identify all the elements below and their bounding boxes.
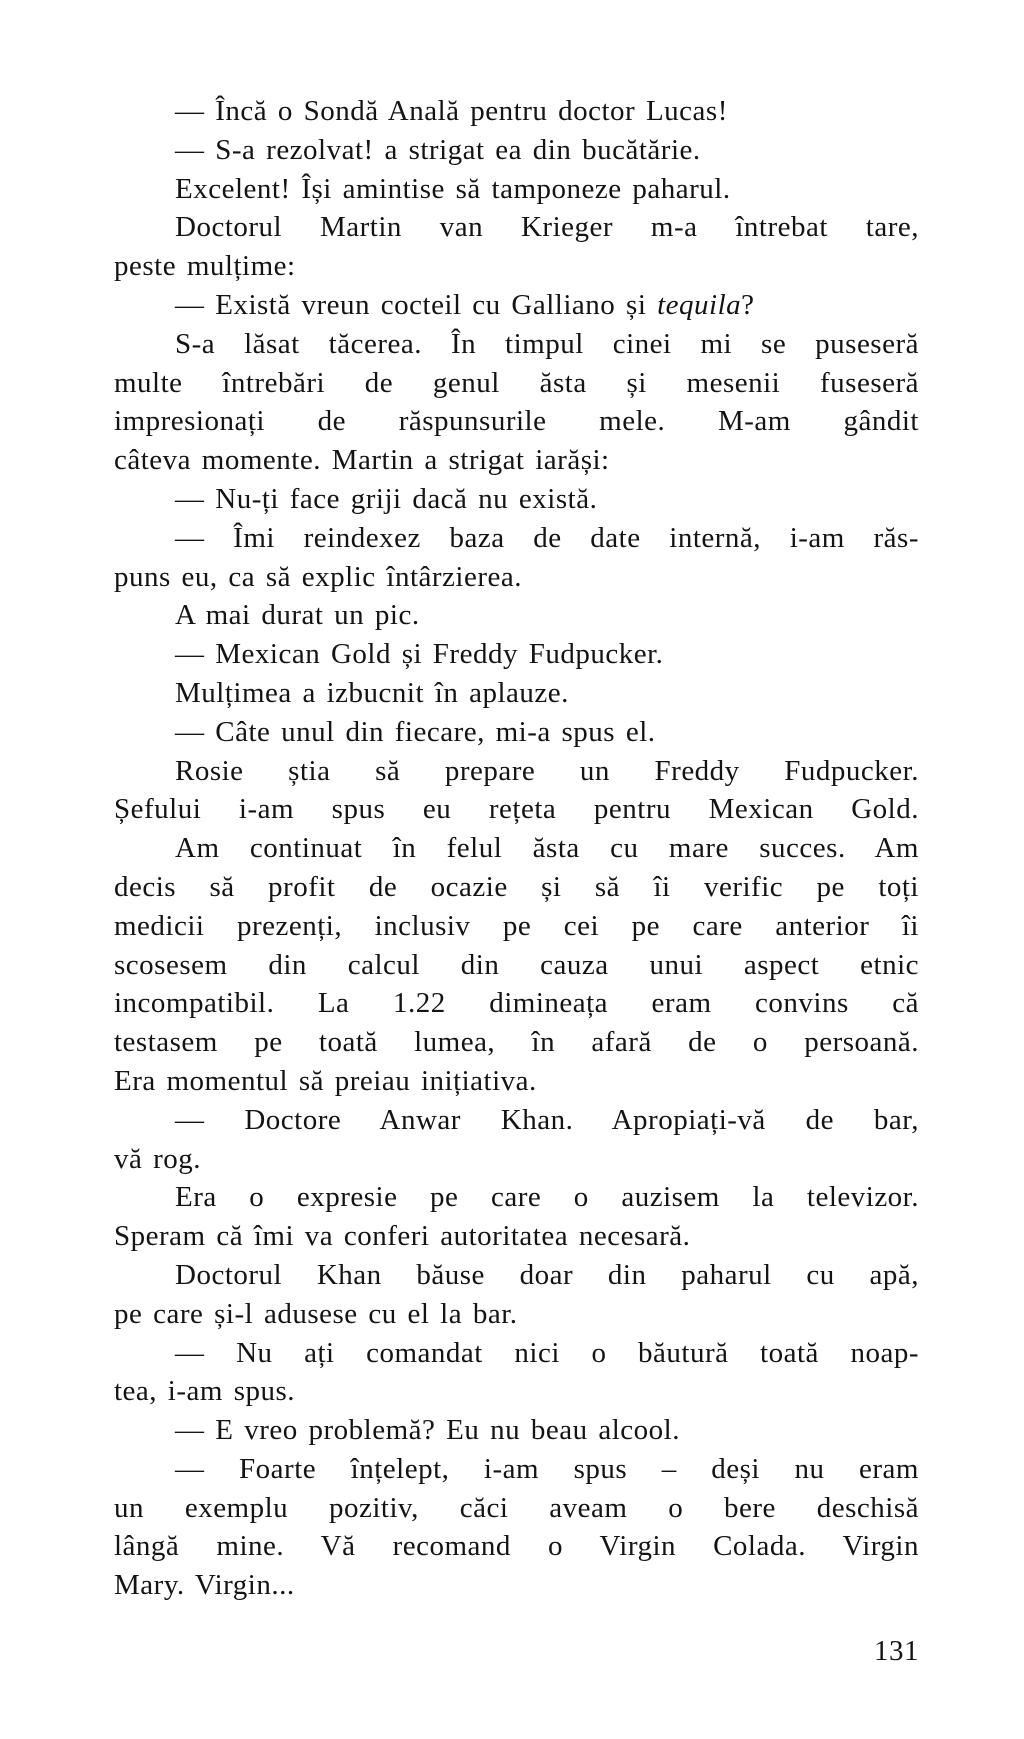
text-line: un exemplu pozitiv, căci aveam o bere deschisă bbox=[114, 1491, 919, 1524]
text-line: scosesem din calcul din cauza unui aspect etnic bbox=[114, 948, 919, 981]
text-line: Doctorul Khan băuse doar din paharul cu apă, bbox=[175, 1258, 919, 1291]
text-line: — Foarte înțelept, i-am spus – deși nu eram bbox=[175, 1452, 919, 1485]
text-line: Mary. Virgin... bbox=[114, 1569, 295, 1602]
text-line: testasem pe toată lumea, în afară de o persoană. bbox=[114, 1026, 919, 1059]
page-number: 131 bbox=[874, 1635, 919, 1667]
text-line: — Nu-ți face griji dacă nu există. bbox=[175, 482, 598, 515]
text-line: Șefului i-am spus eu rețeta pentru Mexican Gold. bbox=[114, 793, 919, 826]
text-line: Rosie știa să prepare un Freddy Fudpucker. bbox=[175, 754, 919, 787]
text-line: — Încă o Sondă Anală pentru doctor Lucas! bbox=[175, 95, 728, 127]
text-line: incompatibil. La 1.22 dimineața eram convins că bbox=[114, 987, 919, 1020]
text-line: lângă mine. Vă recomand o Virgin Colada. Virgin bbox=[114, 1530, 919, 1563]
text-line: — Îmi reindexez baza de date internă, i-am răs- bbox=[175, 521, 919, 554]
text-line: peste mulțime: bbox=[114, 250, 296, 283]
text-line: A mai durat un pic. bbox=[175, 599, 420, 632]
text-line: S-a lăsat tăcerea. În timpul cinei mi se puseseră bbox=[175, 327, 919, 360]
text-run: — Există vreun cocteil cu Galliano și bbox=[175, 288, 658, 321]
text-line: Era momentul să preiau inițiativa. bbox=[114, 1064, 537, 1097]
italic-text-run: tequila bbox=[657, 288, 742, 321]
text-run: ? bbox=[741, 288, 755, 321]
text-line: — Nu ați comandat nici o băutură toată noap- bbox=[175, 1336, 919, 1369]
text-line: câteva momente. Martin a strigat iarăși: bbox=[114, 444, 610, 477]
text-line: medicii prezenți, inclusiv pe cei pe care anterior îi bbox=[114, 909, 919, 942]
text-line: Mulțimea a izbucnit în aplauze. bbox=[175, 676, 569, 709]
text-line bbox=[114, 286, 919, 325]
text-line: — Doctore Anwar Khan. Apropiați-vă de bar, bbox=[175, 1103, 919, 1136]
text-line: Doctorul Martin van Krieger m-a întrebat tare, bbox=[175, 211, 919, 244]
text-line: — Mexican Gold și Freddy Fudpucker. bbox=[175, 638, 664, 671]
text-line: — Câte unul din fiecare, mi-a spus el. bbox=[175, 715, 656, 748]
text-line: Excelent! Își amintise să tamponeze paharul. bbox=[175, 172, 731, 205]
text-line: — S-a rezolvat! a strigat ea din bucătărie. bbox=[175, 133, 701, 166]
text-line: decis să profit de ocazie și să îi verific pe toți bbox=[114, 870, 919, 903]
text-line: vă rog. bbox=[114, 1142, 202, 1175]
text-line: — E vreo problemă? Eu nu beau alcool. bbox=[175, 1414, 680, 1447]
text-line: Era o expresie pe care o auzisem la televizor. bbox=[175, 1181, 919, 1214]
text-line: pe care și-l adusese cu el la bar. bbox=[114, 1297, 518, 1330]
text-block bbox=[114, 92, 919, 1605]
text-line: puns eu, ca să explic întârzierea. bbox=[114, 560, 523, 593]
text-line: Am continuat în felul ăsta cu mare succes. Am bbox=[175, 832, 919, 865]
text-line: tea, i-am spus. bbox=[114, 1375, 296, 1408]
text-line: Speram că îmi va conferi autoritatea necesară. bbox=[114, 1220, 691, 1253]
text-line: impresionați de răspunsurile mele. M-am gândit bbox=[114, 405, 919, 438]
text-line: multe întrebări de genul ăsta și mesenii fuseseră bbox=[114, 366, 919, 399]
